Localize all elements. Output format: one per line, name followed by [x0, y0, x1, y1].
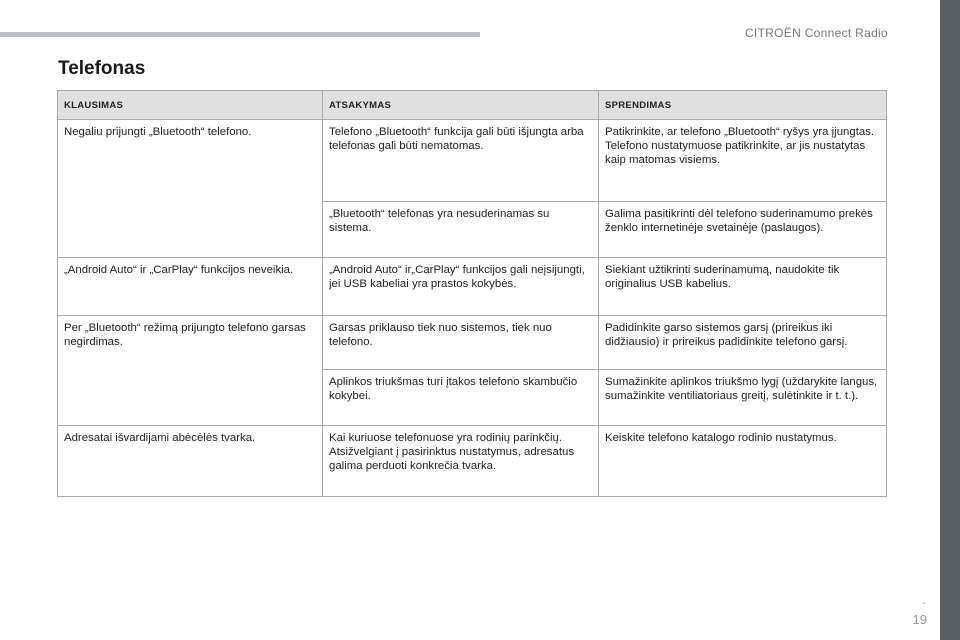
- question-cell: „Android Auto“ ir „CarPlay“ funkcijos neveikia.: [58, 258, 323, 316]
- solution-cell: Padidinkite garso sistemos garsį (prireikus iki didžiausio) ir prireikus padidinkite telefono garsį.: [599, 316, 887, 370]
- answer-cell: Garsas priklauso tiek nuo sistemos, tiek nuo telefono.: [323, 316, 599, 370]
- solution-text: Patikrinkite, ar telefono „Bluetooth“ ryšys yra įjungtas.: [605, 126, 875, 138]
- faq-table: [57, 90, 887, 497]
- answer-cell: Telefono „Bluetooth“ funkcija gali būti išjungta arba telefonas gali būti nematomas.: [323, 120, 599, 202]
- solution-cell: Galima pasitikrinti dėl telefono suderinamumo prekės ženklo internetinėje svetainėje (paslaugos).: [599, 202, 887, 258]
- question-cell: Per „Bluetooth“ režimą prijungto telefono garsas negirdimas.: [58, 316, 323, 426]
- table-header-row: [58, 91, 887, 120]
- answer-cell: Aplinkos triukšmas turi įtakos telefono skambučio kokybei.: [323, 370, 599, 426]
- answer-cell: Kai kuriuose telefonuose yra rodinių parinkčių. Atsižvelgiant į pasirinktus nustatymus, adresatus galima perduoti konkrečia tvarka.: [323, 426, 599, 497]
- side-bar: [940, 0, 960, 640]
- column-header-solution: SPRENDIMAS: [599, 91, 887, 120]
- table-row: [58, 120, 887, 202]
- header-rule: [0, 32, 480, 37]
- table-row: [58, 258, 887, 316]
- solution-cell: Sumažinkite aplinkos triukšmo lygį (uždarykite langus, sumažinkite ventiliatoriaus greitį, sulėtinkite ir t. t.).: [599, 370, 887, 426]
- column-header-question: KLAUSIMAS: [58, 91, 323, 120]
- solution-cell: [599, 120, 887, 202]
- page-title: Telefonas: [58, 58, 146, 79]
- question-cell: Negaliu prijungti „Bluetooth“ telefono.: [58, 120, 323, 258]
- column-header-answer: ATSAKYMAS: [323, 91, 599, 120]
- solution-text: Telefono nustatymuose patikrinkite, ar jis nustatytas kaip matomas visiems.: [605, 140, 866, 166]
- answer-cell: „Bluetooth“ telefonas yra nesuderinamas su sistema.: [323, 202, 599, 258]
- table-row: [58, 426, 887, 497]
- solution-cell: Keiskite telefono katalogo rodinio nustatymus.: [599, 426, 887, 497]
- page-number: 19: [912, 612, 927, 627]
- solution-cell: Siekiant užtikrinti suderinamumą, naudokite tik originalius USB kabelius.: [599, 258, 887, 316]
- question-cell: Adresatai išvardijami abėcėlės tvarka.: [58, 426, 323, 497]
- table-row: [58, 316, 887, 370]
- page-dot: .: [922, 592, 926, 607]
- answer-cell: „Android Auto“ ir„CarPlay“ funkcijos gali neįsijungti, jei USB kabeliai yra prastos kokybės.: [323, 258, 599, 316]
- running-title: CITROËN Connect Radio: [744, 26, 888, 40]
